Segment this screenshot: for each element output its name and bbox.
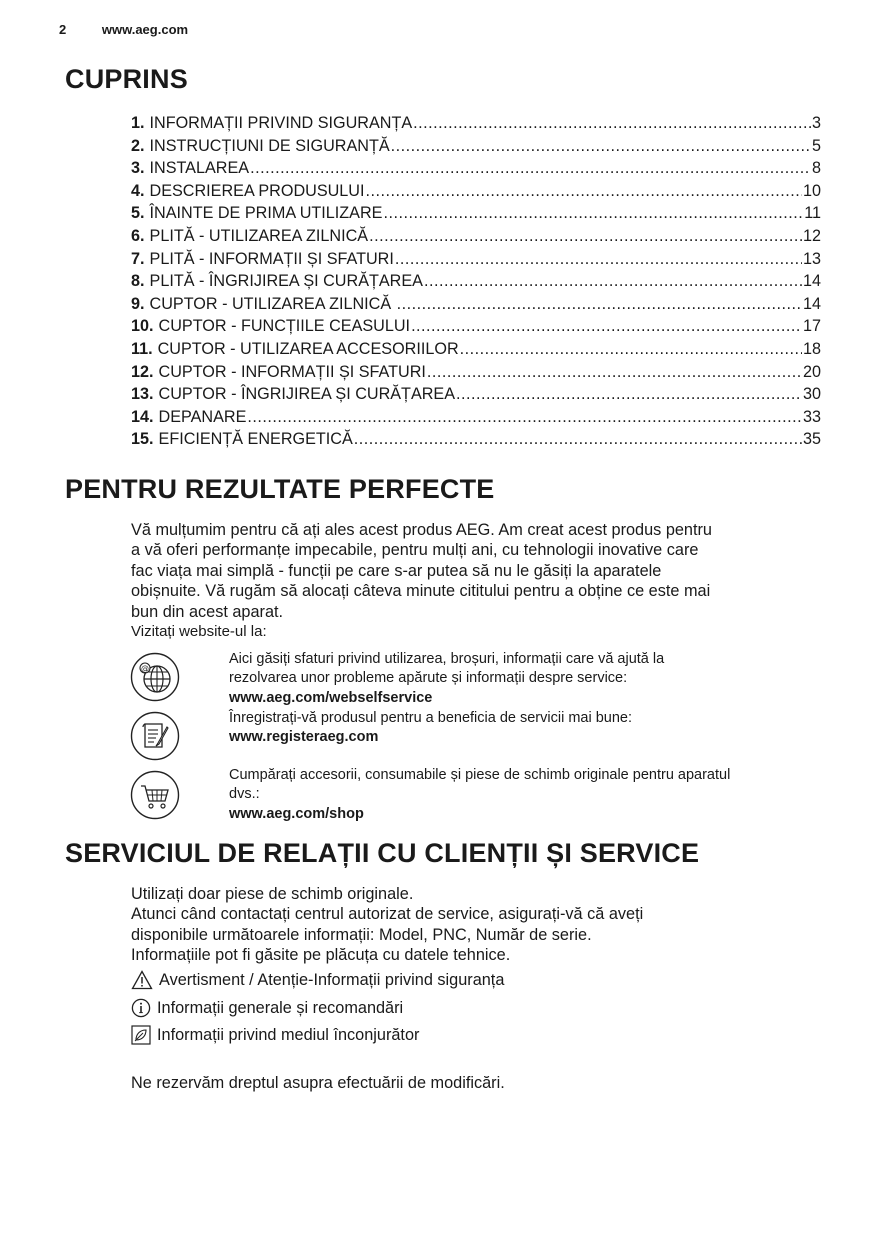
section-title-perfect-results: PENTRU REZULTATE PERFECTE (65, 474, 495, 504)
toc-entry-page: 14 (802, 294, 821, 313)
toc-entry-page: 3 (811, 114, 821, 132)
toc-entry-label: EFICIENȚĂ ENERGETICĂ (158, 430, 353, 449)
toc-entry-page: 11 (804, 204, 821, 223)
toc-entry-page: 17 (802, 317, 821, 336)
toc-leader-dots (354, 428, 802, 451)
toc-entry-number: 8. (131, 272, 145, 291)
toc-entry-label: INFORMAȚII PRIVIND SIGURANȚA (149, 114, 413, 132)
page-number: 2 (59, 22, 67, 37)
warning-icon (131, 970, 153, 990)
svg-text:@: @ (141, 664, 149, 673)
toc-entry[interactable] (131, 270, 821, 293)
toc-entry-number: 4. (131, 181, 145, 200)
toc-entry-number: 10. (131, 317, 154, 336)
toc-entry-page: 12 (802, 226, 821, 245)
text-line: Cumpărați accesorii, consumabile și piese de schimb originale pentru aparatul (229, 767, 731, 783)
legend-label: Informații generale și recomandări (157, 998, 404, 1017)
info-icon (131, 998, 151, 1018)
text-line: Utilizați doar piese de schimb originale. (131, 885, 414, 903)
toc-leader-dots (383, 202, 803, 225)
toc-leader-dots (366, 180, 802, 203)
toc-entry-label: INSTRUCȚIUNI DE SIGURANȚĂ (149, 136, 390, 155)
legend-warning (131, 970, 504, 990)
toc-leader-dots (413, 112, 811, 135)
toc-entry-label: PLITĂ - INFORMAȚII ȘI SFATURI (149, 249, 394, 268)
toc-entry-number: 13. (131, 385, 154, 404)
table-of-contents (131, 112, 821, 451)
toc-leader-dots (456, 383, 802, 406)
shop-link[interactable]: www.aeg.com/shop (229, 805, 364, 822)
toc-leader-dots (460, 338, 802, 361)
toc-entry[interactable] (131, 361, 821, 384)
toc-entry-number: 1. (131, 114, 145, 132)
toc-entry-number: 3. (131, 159, 145, 178)
toc-entry-number: 6. (131, 226, 145, 245)
toc-entry[interactable] (131, 383, 821, 406)
toc-entry-label: CUPTOR - INFORMAȚII ȘI SFATURI (158, 362, 426, 381)
legend-info (131, 998, 403, 1018)
toc-entry[interactable] (131, 315, 821, 338)
toc-entry[interactable] (131, 180, 821, 203)
toc-entry-number: 7. (131, 249, 145, 268)
toc-entry-label: INSTALAREA (149, 159, 250, 178)
toc-entry[interactable] (131, 248, 821, 271)
globe-icon (130, 652, 180, 702)
service-register (229, 709, 814, 748)
toc-entry-number: 11. (131, 339, 153, 358)
toc-entry-page: 10 (802, 181, 821, 200)
text-line: a vă oferi performanțe impecabile, pentru mulți ani, cu tehnologii inovative care (131, 541, 699, 560)
toc-entry-number: 5. (131, 204, 145, 223)
toc-entry-label: PLITĂ - UTILIZAREA ZILNICĂ (149, 226, 369, 245)
toc-entry[interactable] (131, 157, 821, 180)
text-line: obișnuite. Vă rugăm să alocați câteva minute cititului pentru a obține ce este mai (131, 582, 711, 601)
toc-leader-dots (250, 157, 811, 180)
toc-entry-label: CUPTOR - UTILIZAREA ACCESORIILOR (157, 339, 459, 358)
toc-entry-number: 2. (131, 136, 145, 155)
toc-leader-dots (391, 135, 811, 158)
toc-entry-label: PLITĂ - ÎNGRIJIREA ȘI CURĂȚAREA (149, 272, 423, 291)
toc-leader-dots (424, 270, 802, 293)
legend-label: Avertisment / Atenție-Informații privind siguranța (159, 970, 505, 989)
toc-leader-dots (411, 315, 802, 338)
toc-title: CUPRINS (65, 64, 188, 94)
toc-entry-number: 15. (131, 430, 154, 449)
service-webselfservice (229, 650, 814, 708)
toc-leader-dots (247, 406, 802, 429)
toc-entry-page: 8 (811, 159, 821, 178)
toc-leader-dots (369, 225, 802, 248)
text-line: dvs.: (229, 786, 260, 803)
toc-leader-dots (427, 361, 802, 384)
toc-entry-page: 30 (802, 385, 821, 404)
text-line: Înregistrați-vă produsul pentru a beneficia de servicii mai bune: (229, 710, 632, 726)
text-line: fac viața mai simplă - funcții pe care s-ar putea să nu le găsiți la aparatele (131, 561, 662, 580)
header-url[interactable]: www.aeg.com (101, 22, 189, 37)
register-link[interactable]: www.registeraeg.com (229, 729, 379, 746)
legend-label: Informații privind mediul înconjurător (157, 1025, 420, 1044)
footnote: Ne rezervăm dreptul asupra efectuării de modificări. (131, 1074, 505, 1092)
toc-entry-label: CUPTOR - ÎNGRIJIREA ȘI CURĂȚAREA (158, 385, 456, 404)
toc-entry-page: 5 (811, 136, 821, 155)
toc-entry[interactable] (131, 293, 821, 316)
text-line: Aici găsiți sfaturi privind utilizarea, broșuri, informații care vă ajută la (229, 651, 665, 667)
toc-entry-page: 13 (802, 249, 821, 268)
toc-entry-page: 18 (802, 339, 821, 358)
leaf-icon (131, 1025, 151, 1045)
page-header (59, 22, 188, 37)
register-icon (130, 711, 180, 761)
legend-environment (131, 1025, 419, 1045)
toc-leader-dots (397, 293, 802, 316)
toc-entry-page: 20 (802, 362, 821, 381)
intro-paragraph (131, 520, 811, 641)
toc-entry-page: 35 (802, 430, 821, 449)
toc-entry[interactable] (131, 338, 821, 361)
toc-entry-page: 14 (802, 272, 821, 291)
text-line: disponibile următoarele informații: Model, PNC, Număr de serie. (131, 925, 592, 944)
text-line: Vă mulțumim pentru că ați ales acest produs AEG. Am creat acest produs pentru (131, 521, 712, 539)
toc-entry-number: 12. (131, 362, 154, 381)
text-line: rezolvarea unor probleme apărute și informații despre service: (229, 670, 628, 687)
toc-entry-label: DESCRIEREA PRODUSULUI (149, 181, 365, 200)
toc-entry-label: ÎNAINTE DE PRIMA UTILIZARE (149, 204, 383, 223)
webselfservice-link[interactable]: www.aeg.com/webselfservice (229, 689, 433, 706)
toc-entry-label: CUPTOR - UTILIZAREA ZILNICĂ (149, 294, 396, 313)
section-title-customer-service: SERVICIUL DE RELAȚII CU CLIENȚII ȘI SERVICE (65, 838, 700, 868)
toc-entry[interactable] (131, 112, 821, 135)
toc-entry-number: 14. (131, 407, 154, 426)
text-line: Atunci când contactați centrul autorizat de service, asigurați-vă că aveți (131, 905, 644, 924)
toc-entry[interactable] (131, 406, 821, 429)
text-line: bun din acest aparat. (131, 602, 284, 621)
toc-entry[interactable] (131, 135, 821, 158)
toc-entry-label: CUPTOR - FUNCȚIILE CEASULUI (158, 317, 411, 336)
toc-entry[interactable] (131, 428, 821, 451)
text-line: Informațiile pot fi găsite pe plăcuța cu datele tehnice. (131, 946, 511, 965)
toc-entry-page: 33 (802, 407, 821, 426)
text-line: Vizitați website-ul la: (131, 623, 267, 641)
toc-leader-dots (395, 248, 802, 271)
service-shop (229, 766, 814, 824)
toc-entry-number: 9. (131, 294, 145, 313)
service-paragraph (131, 884, 811, 966)
toc-entry[interactable] (131, 202, 821, 225)
cart-icon (130, 770, 180, 820)
toc-entry[interactable] (131, 225, 821, 248)
toc-entry-label: DEPANARE (158, 407, 247, 426)
